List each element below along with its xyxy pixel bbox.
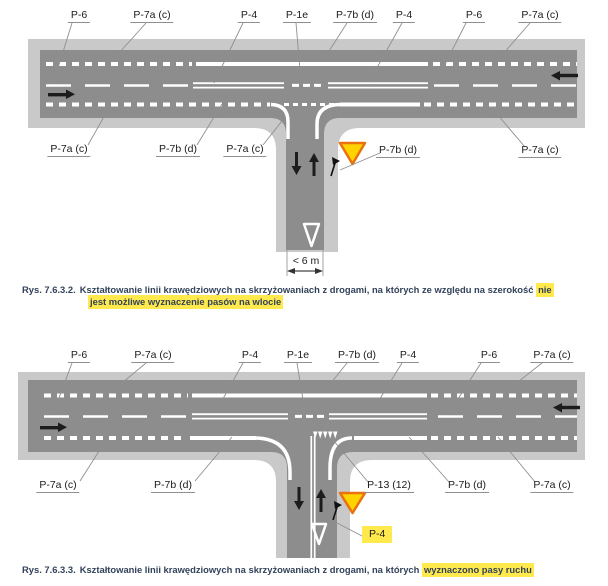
marking-label: P-7a (c) bbox=[130, 10, 173, 23]
marking-label: P-7b (d) bbox=[445, 480, 489, 493]
marking-label: P-7a (c) bbox=[131, 350, 174, 363]
marking-label: P-6 bbox=[68, 350, 90, 363]
marking-label: P-7a (c) bbox=[36, 480, 79, 493]
marking-label: P-7a (c) bbox=[530, 480, 573, 493]
marking-label: P-13 (12) bbox=[364, 480, 414, 493]
roadway bbox=[28, 380, 577, 558]
figure-caption bbox=[22, 284, 554, 308]
marking-label: P-7a (c) bbox=[518, 145, 561, 158]
marking-label: P-6 bbox=[478, 350, 500, 363]
figure-number: Rys. 7.6.3.2. bbox=[22, 284, 76, 295]
marking-label: P-7a (c) bbox=[518, 10, 561, 23]
marking-label: P-7b (d) bbox=[335, 350, 379, 363]
figure-caption bbox=[22, 564, 534, 576]
marking-label: P-7b (d) bbox=[156, 144, 200, 157]
marking-label: P-1e bbox=[284, 350, 312, 363]
caption-highlight: wyznaczono pasy ruchu bbox=[423, 564, 532, 575]
marking-label: P-4 bbox=[397, 350, 419, 363]
figure-number: Rys. 7.6.3.3. bbox=[22, 564, 76, 575]
roadway bbox=[40, 50, 577, 250]
marking-label: P-6 bbox=[68, 10, 90, 23]
marking-label: P-4 bbox=[393, 10, 415, 23]
marking-label: P-7a (c) bbox=[223, 144, 266, 157]
caption-text: Kształtowanie linii krawędziowych na skrzyżowaniach z drogami, na których bbox=[79, 564, 420, 575]
marking-label: P-6 bbox=[463, 10, 485, 23]
marking-label: P-4 bbox=[238, 10, 260, 23]
caption-highlight: jest możliwe wyznaczenie pasów na wlocie bbox=[90, 296, 282, 307]
figure2-diagram bbox=[0, 340, 608, 560]
width-dimension-label: < 6 m bbox=[292, 255, 320, 267]
marking-label: P-1e bbox=[283, 10, 311, 23]
marking-label: P-7b (d) bbox=[376, 145, 420, 158]
figure1-diagram bbox=[0, 0, 608, 280]
marking-label-highlighted: P-4 bbox=[362, 526, 392, 543]
marking-label: P-7b (d) bbox=[333, 10, 377, 23]
marking-label: P-4 bbox=[239, 350, 261, 363]
marking-label: P-7a (c) bbox=[47, 144, 90, 157]
caption-highlight: nie bbox=[538, 284, 552, 295]
marking-label: P-7a (c) bbox=[530, 350, 573, 363]
caption-text: Kształtowanie linii krawędziowych na skrzyżowaniach z drogami, na których ze względu na szerokość bbox=[79, 284, 534, 295]
marking-label: P-7b (d) bbox=[151, 480, 195, 493]
